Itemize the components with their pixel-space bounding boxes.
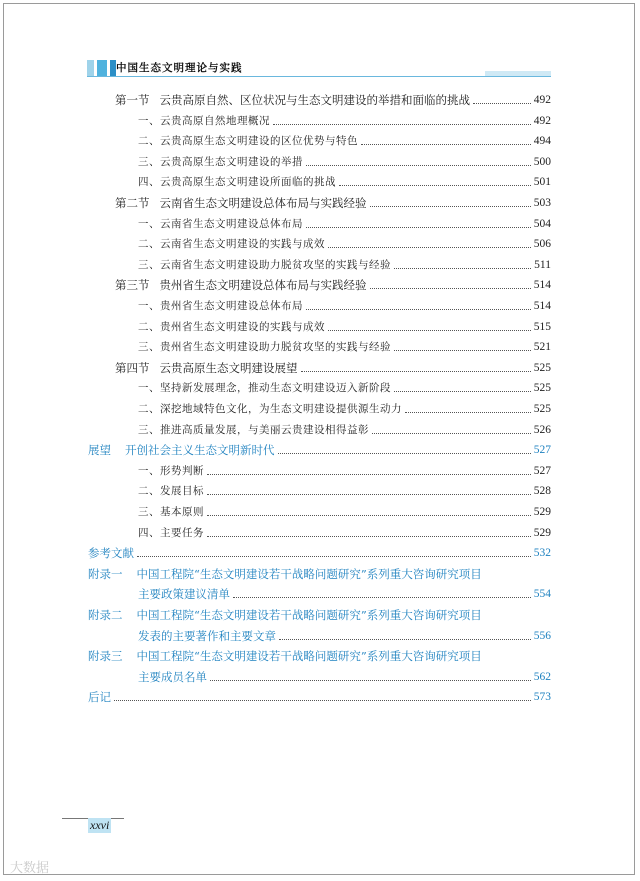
toc-entry-title: 二、贵州省生态文明建设的实践与成效 (138, 320, 325, 333)
toc-entry-title: 中国工程院“生态文明建设若干战略问题研究”系列重大咨询研究项目 (136, 608, 482, 622)
toc-entry[interactable] (0, 90, 640, 110)
toc-entry-label (115, 275, 367, 295)
toc-entry-page: 556 (533, 629, 551, 642)
toc-entry-label (138, 337, 391, 357)
page-number: xxvi (90, 818, 110, 832)
toc-entry-tag: 参考文献 (88, 546, 134, 561)
toc-entry-title: 二、云贵高原生态文明建设的区位优势与特色 (138, 135, 358, 148)
leader-dots (207, 515, 531, 516)
toc-entry-tag: 展望 (88, 443, 111, 458)
toc-entry-page: 554 (533, 588, 551, 601)
toc-entry-label (88, 646, 482, 666)
toc-entry-label (138, 502, 204, 522)
toc-entry-label (115, 358, 298, 378)
toc-entry-title: 一、贵州省生态文明建设总体布局 (138, 300, 303, 312)
toc-entry-page: 506 (533, 238, 551, 251)
toc-entry-label (138, 481, 204, 501)
toc-entry-page: 529 (533, 526, 551, 539)
toc-entry[interactable] (0, 564, 640, 584)
toc-entry-label (138, 111, 270, 131)
toc-entry-page: 562 (533, 670, 551, 683)
toc-entry[interactable] (0, 605, 640, 625)
leader-dots (114, 700, 531, 701)
toc-entry[interactable] (0, 358, 640, 378)
leader-dots (233, 597, 531, 598)
leader-dots (137, 556, 531, 557)
toc-entry[interactable] (0, 337, 640, 357)
toc-entry[interactable] (0, 523, 640, 543)
toc-entry-tag: 附录二 (88, 608, 123, 622)
toc-entry[interactable] (0, 543, 640, 563)
toc-entry-title-continued: 主要成员名单 (138, 669, 207, 684)
toc-entry-page: 501 (533, 176, 551, 189)
leader-dots (210, 680, 531, 681)
leader-dots (394, 391, 531, 392)
toc-entry-title: 云南省生态文明建设总体布局与实践经验 (159, 196, 367, 210)
toc-entry-tag: 附录三 (88, 649, 123, 664)
toc-entry-title: 三、云贵高原生态文明建设的举措 (138, 155, 303, 168)
toc-entry-continuation[interactable] (0, 626, 640, 646)
toc-entry[interactable] (0, 687, 640, 707)
toc-entry-page: 532 (533, 547, 551, 560)
toc-entry-title: 中国工程院“生态文明建设若干战略问题研究”系列重大咨询研究项目 (136, 649, 482, 664)
toc-entry[interactable] (0, 214, 640, 234)
toc-entry-title: 云贵高原自然、区位状况与生态文明建设的举措和面临的挑战 (159, 93, 470, 107)
toc-entry[interactable] (0, 440, 640, 460)
toc-entry-title: 二、云南省生态文明建设的实践与成效 (138, 238, 325, 251)
toc-entry-label (115, 193, 367, 213)
header-rule (87, 76, 551, 77)
toc-entry-title: 云贵高原生态文明建设展望 (159, 360, 298, 375)
toc-entry-label (115, 90, 470, 110)
toc-entry-page: 492 (533, 114, 551, 127)
toc-entry[interactable] (0, 111, 640, 131)
header-decoration (87, 60, 116, 76)
toc-entry-title: 三、基本原则 (138, 506, 204, 518)
leader-dots (394, 350, 531, 351)
toc-entry-page: 526 (533, 423, 551, 436)
toc-entry-page: 492 (533, 94, 551, 106)
toc-entry[interactable] (0, 399, 640, 419)
leader-dots (207, 474, 531, 475)
toc-entry-label (88, 687, 111, 707)
leader-dots (279, 639, 531, 640)
toc-entry-title: 三、贵州省生态文明建设助力脱贫攻坚的实践与经验 (138, 341, 391, 354)
leader-dots (306, 165, 531, 166)
leader-dots (370, 206, 531, 207)
leader-dots (278, 453, 531, 454)
toc-entry-page: 494 (533, 135, 551, 148)
toc-entry-label (88, 605, 482, 625)
toc-entry-page: 514 (533, 279, 551, 292)
leader-dots (207, 536, 531, 537)
toc-entry-label (88, 543, 134, 563)
toc-entry-tag: 附录一 (88, 566, 123, 581)
leader-dots (328, 247, 531, 248)
toc-entry-title: 中国工程院“生态文明建设若干战略问题研究”系列重大咨询研究项目 (136, 566, 482, 581)
toc-entry[interactable] (0, 193, 640, 213)
toc-entry-tag: 后记 (88, 690, 111, 705)
toc-entry-title: 三、云南省生态文明建设助力脱贫攻坚的实践与经验 (138, 258, 391, 271)
toc-entry-page: 500 (533, 155, 551, 168)
toc-entry-tag: 第二节 (115, 196, 150, 210)
leader-dots (473, 103, 531, 104)
leader-dots (306, 309, 531, 310)
leader-dots (301, 371, 531, 372)
toc-entry[interactable] (0, 275, 640, 295)
toc-entry-label (138, 172, 336, 192)
toc-entry-label (88, 564, 482, 584)
toc-entry-continuation[interactable] (0, 667, 640, 687)
toc-entry-title: 四、云贵高原生态文明建设所面临的挑战 (138, 176, 336, 189)
toc-entry[interactable] (0, 296, 640, 316)
toc-entry-label (138, 317, 325, 337)
leader-dots (394, 268, 531, 269)
leader-dots (370, 288, 531, 289)
toc-entry-page: 527 (533, 464, 551, 477)
toc-entry-title-continued: 发表的主要著作和主要文章 (138, 628, 276, 643)
toc-entry-page: 525 (533, 382, 551, 395)
toc-entry-tag: 第四节 (115, 360, 150, 375)
toc-entry-title: 开创社会主义生态文明新时代 (125, 443, 275, 458)
leader-dots (328, 330, 531, 331)
toc-entry[interactable] (0, 131, 640, 151)
toc-entry-tag: 第一节 (115, 93, 150, 107)
leader-dots (372, 433, 531, 434)
toc-entry-label (138, 255, 391, 275)
toc-entry-page: 573 (533, 691, 551, 704)
toc-entry-page: 504 (533, 217, 551, 230)
toc-entry[interactable] (0, 420, 640, 440)
toc-entry-label (138, 378, 391, 398)
toc-entry-title: 四、主要任务 (138, 526, 204, 539)
toc-entry-page: 514 (533, 300, 551, 312)
toc-entry-page: 528 (533, 485, 551, 498)
toc-entry-label (138, 420, 369, 440)
toc-entry-title: 一、云贵高原自然地理概况 (138, 114, 270, 127)
watermark: 大数据 (10, 861, 50, 876)
toc-entry-label (138, 461, 204, 481)
toc-entry-page: 525 (533, 361, 551, 374)
toc-entry-label (138, 152, 303, 172)
leader-dots (339, 185, 531, 186)
toc-entry[interactable] (0, 152, 640, 172)
leader-dots (361, 144, 531, 145)
toc-entry-label (138, 523, 204, 543)
toc-entry-page: 527 (533, 444, 551, 457)
toc-entry[interactable] (0, 481, 640, 501)
toc-entry-title: 贵州省生态文明建设总体布局与实践经验 (159, 278, 367, 293)
toc-entry[interactable] (0, 378, 640, 398)
toc-entry-page: 525 (533, 403, 551, 415)
toc-entry[interactable] (0, 646, 640, 666)
toc-entry-label (138, 234, 325, 254)
toc-entry-title: 一、坚持新发展理念，推动生态文明建设迈入新阶段 (138, 382, 391, 395)
toc-entry-title: 一、云南省生态文明建设总体布局 (138, 217, 303, 230)
toc-entry[interactable] (0, 317, 640, 337)
toc-entry-title: 二、发展目标 (138, 485, 204, 498)
toc-entry-title: 二、深挖地域特色文化，为生态文明建设提供源生动力 (138, 403, 402, 415)
toc-entry-page: 515 (533, 320, 551, 333)
toc-entry-label (138, 131, 358, 151)
leader-dots (405, 412, 531, 413)
toc-entry-title: 一、形势判断 (138, 464, 204, 477)
toc-entry[interactable] (0, 255, 640, 275)
toc-entry-page: 529 (533, 506, 551, 518)
toc-entry[interactable] (0, 172, 640, 192)
leader-dots (273, 124, 531, 125)
toc-entry-title: 三、推进高质量发展，与美丽云贵建设相得益彰 (138, 423, 369, 436)
toc-entry-label (138, 399, 402, 419)
toc-entry-label (138, 296, 303, 316)
toc-entry-page: 511 (534, 258, 551, 271)
toc-entry-title-continued: 主要政策建议清单 (138, 587, 230, 602)
leader-dots (306, 227, 531, 228)
toc-entry-label (88, 440, 275, 460)
leader-dots (207, 494, 531, 495)
toc-entry[interactable] (0, 461, 640, 481)
toc-entry[interactable] (0, 502, 640, 522)
toc-entry-page: 503 (533, 197, 551, 209)
toc-entry[interactable] (0, 234, 640, 254)
toc-entry-page: 521 (533, 341, 551, 354)
toc-entry-tag: 第三节 (115, 278, 150, 293)
toc-entry-continuation[interactable] (0, 584, 640, 604)
toc-entry-label (138, 214, 303, 234)
running-header-title: 中国生态文明理论与实践 (116, 62, 243, 74)
